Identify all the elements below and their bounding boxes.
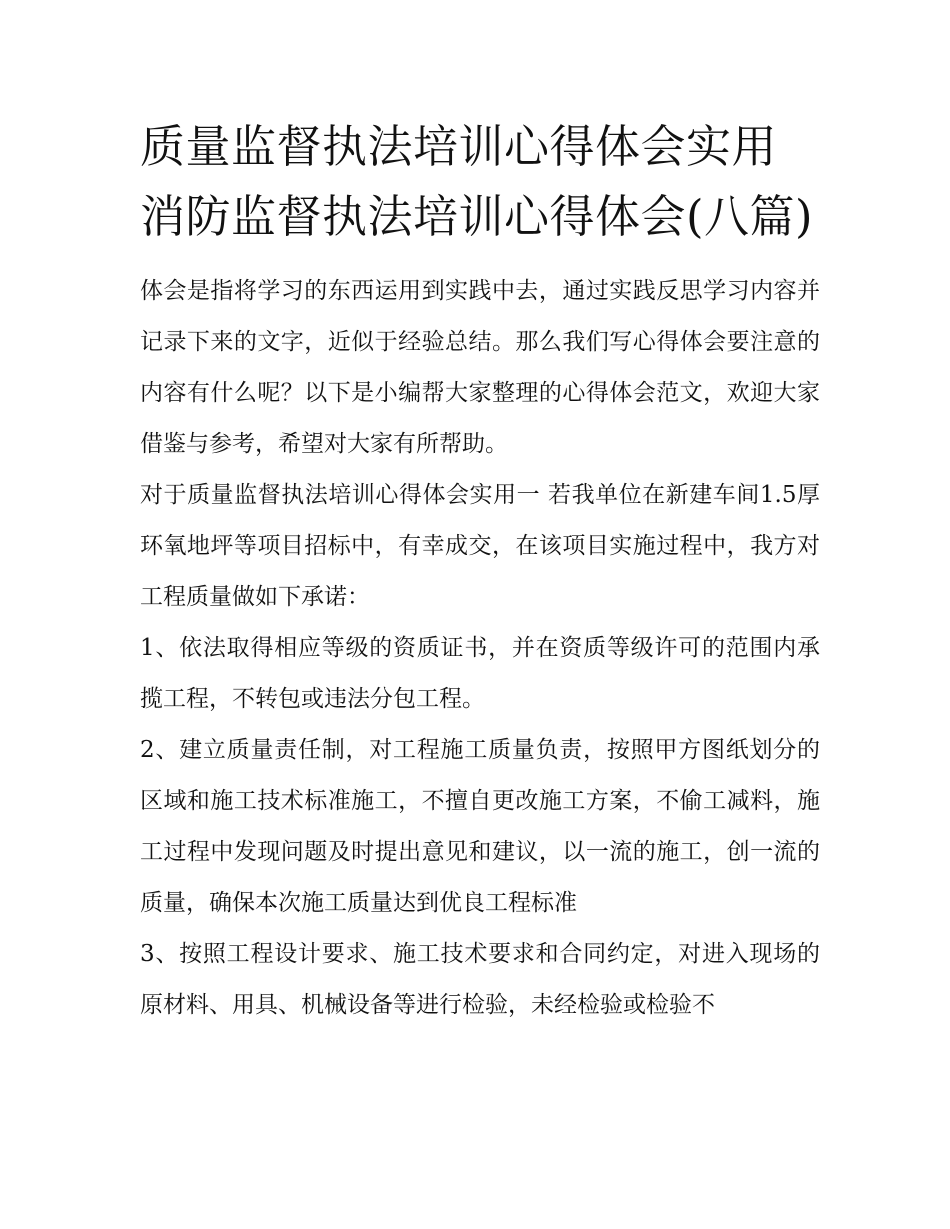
paragraph-item-2: 2、建立质量责任制，对工程施工质量负责，按照甲方图纸划分的区域和施工技术标准施工，不擅自更改施工方案，不偷工减料，施工过程中发现问题及时提出意见和建议，以一流的施工，创一流的质量，确保本次施工质量达到优良工程标准 (140, 737, 820, 916)
document-page (140, 112, 820, 1031)
paragraph-intro: 体会是指将学习的东西运用到实践中去，通过实践反思学习内容并记录下来的文字，近似于经验总结。那么我们写心得体会要注意的内容有什么呢？以下是小编帮大家整理的心得体会范文，欢迎大家借鉴与参考，希望对大家有所帮助。 (140, 278, 820, 457)
paragraph-item-1: 1、依法取得相应等级的资质证书，并在资质等级许可的范围内承揽工程，不转包或违法分包工程。 (140, 635, 820, 712)
paragraph-section-one: 对于质量监督执法培训心得体会实用一 若我单位在新建车间1.5厚环氧地坪等项目招标中，有幸成交，在该项目实施过程中，我方对工程质量做如下承诺： (140, 482, 820, 610)
document-title: 质量监督执法培训心得体会实用 消防监督执法培训心得体会(八篇) (140, 120, 814, 243)
paragraph-item-3: 3、按照工程设计要求、施工技术要求和合同约定，对进入现场的原材料、用具、机械设备等进行检验，未经检验或检验不 (140, 941, 820, 1018)
